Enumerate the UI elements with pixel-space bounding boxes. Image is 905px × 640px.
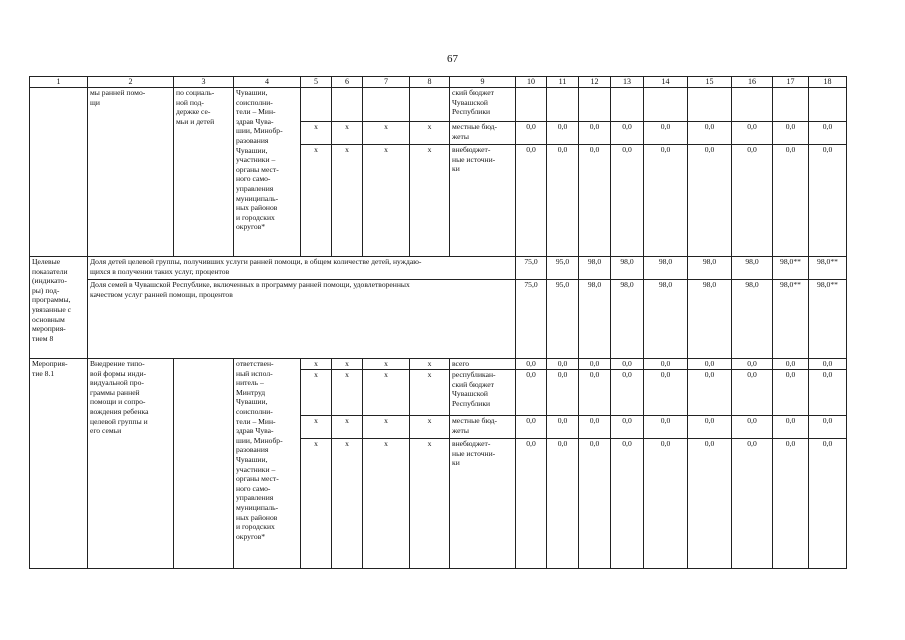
cell-value: 0,0: [516, 145, 547, 257]
cell-value: 0,0: [516, 359, 547, 370]
cell-value: 0,0: [732, 370, 773, 416]
column-number: 10: [516, 77, 547, 88]
cell-value: 0,0: [809, 145, 847, 257]
cell-value: 0,0: [547, 416, 579, 439]
cell-indicator-value: 95,0: [547, 280, 579, 359]
column-number: 13: [611, 77, 644, 88]
cell-value: 0,0: [644, 416, 688, 439]
cell-col7: x: [363, 416, 410, 439]
column-number: 17: [773, 77, 809, 88]
column-number: 1: [30, 77, 88, 88]
cell-value: [611, 88, 644, 122]
program-table: [29, 76, 847, 569]
cell-col7: x: [363, 370, 410, 416]
cell-value: 0,0: [732, 122, 773, 145]
cell-col5: x: [301, 122, 332, 145]
cell-value: 0,0: [611, 416, 644, 439]
cell-source: внебюджет- ные источни- ки: [450, 145, 516, 257]
cell-value: [579, 88, 611, 122]
indicator-row: [30, 257, 847, 280]
cell-value: 0,0: [773, 122, 809, 145]
cell-indicator-value: 98,0: [644, 280, 688, 359]
cell-indicator-value: 75,0: [516, 257, 547, 280]
cell-indicator-value: 98,0: [688, 280, 732, 359]
cell-value: 0,0: [644, 439, 688, 569]
cell-col5: x: [301, 370, 332, 416]
cell-col7: x: [363, 359, 410, 370]
cell-value: [547, 88, 579, 122]
cell-col6: x: [332, 359, 363, 370]
cell-source: внебюджет- ные источни- ки: [450, 439, 516, 569]
cell-value: 0,0: [644, 122, 688, 145]
cell-value: 0,0: [732, 439, 773, 569]
cell-col5: x: [301, 416, 332, 439]
cell-value: 0,0: [644, 359, 688, 370]
cell-source: местные бюд- жеты: [450, 416, 516, 439]
cell-indicator-value: 98,0: [688, 257, 732, 280]
column-number: 15: [688, 77, 732, 88]
column-number: 18: [809, 77, 847, 88]
cell-indicator-value: 98,0**: [773, 257, 809, 280]
cell-value: 0,0: [644, 370, 688, 416]
cell-col6: x: [332, 145, 363, 257]
cell-value: [773, 88, 809, 122]
column-number: 2: [88, 77, 174, 88]
cell-col8: x: [410, 145, 450, 257]
cell-value: 0,0: [611, 439, 644, 569]
column-number: 12: [579, 77, 611, 88]
cell-value: 0,0: [611, 359, 644, 370]
cell-value: 0,0: [547, 439, 579, 569]
cell-col8: [410, 88, 450, 122]
cell-value: 0,0: [547, 359, 579, 370]
cell-col6: x: [332, 370, 363, 416]
cell-event-number: Мероприя- тие 8.1: [30, 359, 88, 569]
cell-col5: [301, 88, 332, 122]
column-number: 8: [410, 77, 450, 88]
cell-col7: x: [363, 145, 410, 257]
cell-col8: x: [410, 439, 450, 569]
cell-value: 0,0: [516, 370, 547, 416]
cell-value: 0,0: [688, 122, 732, 145]
cell-indicator-value: 98,0: [611, 257, 644, 280]
cell-event-name: мы ранней помо- щи: [88, 88, 174, 257]
cell-source: всего: [450, 359, 516, 370]
column-number: 11: [547, 77, 579, 88]
cell-value: 0,0: [547, 370, 579, 416]
cell-value: 0,0: [579, 439, 611, 569]
cell-value: 0,0: [516, 122, 547, 145]
cell-value: 0,0: [688, 145, 732, 257]
cell-value: [732, 88, 773, 122]
cell-value: 0,0: [773, 359, 809, 370]
cell-col8: x: [410, 416, 450, 439]
cell-col8: x: [410, 370, 450, 416]
page-number: 67: [447, 53, 458, 65]
cell-value: 0,0: [579, 145, 611, 257]
cell-indicator-value: 98,0**: [809, 280, 847, 359]
cell-indicator-value: 98,0**: [809, 257, 847, 280]
cell-value: 0,0: [809, 439, 847, 569]
cell-indicator-value: 95,0: [547, 257, 579, 280]
cell-value: 0,0: [809, 370, 847, 416]
cell-indicator-value: 98,0**: [773, 280, 809, 359]
cell-value: 0,0: [773, 439, 809, 569]
column-number: 3: [174, 77, 234, 88]
column-number: 9: [450, 77, 516, 88]
cell-indicator-value: 98,0: [611, 280, 644, 359]
cell-indicator-value: 98,0: [579, 280, 611, 359]
cell-value: 0,0: [688, 370, 732, 416]
cell-executors: ответствен- ный испол- нитель – Минтруд Чувашии, соисполни- тели – Мин- здрав Чува- шии, Минобр- разования Чувашии, участники – органы мест- ного само- управления муниципаль- ных районов и городских округов*: [234, 359, 301, 569]
table-row: [30, 88, 847, 122]
cell-source: ский бюджет Чувашской Республики: [450, 88, 516, 122]
cell-indicator-value: 98,0: [579, 257, 611, 280]
cell-indicator-text: Доля семей в Чувашской Республике, включенных в программу ранней помощи, удовлетворенных качеством услуг ранней помощи, процентов: [88, 280, 516, 359]
cell-col6: x: [332, 416, 363, 439]
cell-indicators-label: Целевые показатели (индикато- ры) под- программы, увязанные с основным мероприя- тием 8: [30, 257, 88, 359]
cell-value: 0,0: [809, 359, 847, 370]
cell-value: 0,0: [611, 145, 644, 257]
column-number: 4: [234, 77, 301, 88]
column-number: 14: [644, 77, 688, 88]
cell-value: 0,0: [516, 416, 547, 439]
cell-value: 0,0: [547, 145, 579, 257]
cell-indicator-value: 98,0: [732, 257, 773, 280]
cell-source: республикан- ский бюджет Чувашской Республики: [450, 370, 516, 416]
cell-value: 0,0: [809, 416, 847, 439]
cell-value: 0,0: [732, 416, 773, 439]
cell-col5: x: [301, 145, 332, 257]
column-number: 16: [732, 77, 773, 88]
cell-executor-org: по социаль- ной под- держке се- мьи и детей: [174, 88, 234, 257]
cell-value: 0,0: [516, 439, 547, 569]
cell-executor-org: [174, 359, 234, 569]
cell-col5: x: [301, 359, 332, 370]
cell-value: [644, 88, 688, 122]
cell-indicator-value: 98,0: [644, 257, 688, 280]
cell-source: местные бюд- жеты: [450, 122, 516, 145]
cell-value: [809, 88, 847, 122]
cell-value: 0,0: [773, 145, 809, 257]
indicator-row: [30, 280, 847, 359]
cell-col8: x: [410, 122, 450, 145]
cell-indicator-value: 75,0: [516, 280, 547, 359]
cell-col7: x: [363, 122, 410, 145]
cell-value: 0,0: [579, 370, 611, 416]
column-number: 5: [301, 77, 332, 88]
cell-col6: x: [332, 439, 363, 569]
cell-value: 0,0: [644, 145, 688, 257]
cell-value: 0,0: [809, 122, 847, 145]
cell-value: [516, 88, 547, 122]
cell-value: 0,0: [773, 370, 809, 416]
column-number-row: [30, 77, 847, 88]
cell-value: 0,0: [611, 122, 644, 145]
cell-value: 0,0: [579, 122, 611, 145]
cell-indicator-text: Доля детей целевой группы, получивших услуги ранней помощи, в общем количестве детей, нуждаю- щихся в получении таких услуг, процентов: [88, 257, 516, 280]
cell-value: 0,0: [579, 416, 611, 439]
cell-event-name: Внедрение типо- вой формы инди- видуальной про- граммы ранней помощи и сопро- вождения ребенка целевой группы и его семьи: [88, 359, 174, 569]
cell-value: 0,0: [688, 416, 732, 439]
cell-col7: x: [363, 439, 410, 569]
cell-value: 0,0: [732, 359, 773, 370]
cell-col6: [332, 88, 363, 122]
cell-indicator-value: 98,0: [732, 280, 773, 359]
cell-value: 0,0: [688, 439, 732, 569]
cell-value: 0,0: [732, 145, 773, 257]
cell-value: 0,0: [688, 359, 732, 370]
cell-col1: [30, 88, 88, 257]
cell-value: 0,0: [611, 370, 644, 416]
table-row: [30, 359, 847, 370]
cell-col5: x: [301, 439, 332, 569]
cell-value: 0,0: [773, 416, 809, 439]
column-number: 7: [363, 77, 410, 88]
cell-value: [688, 88, 732, 122]
cell-col8: x: [410, 359, 450, 370]
cell-value: 0,0: [579, 359, 611, 370]
cell-executors: Чувашии, соисполни- тели – Мин- здрав Чува- шии, Минобр- разования Чувашии, участники – органы мест- ного само- управления муниципаль- ных районов и городских округов*: [234, 88, 301, 257]
cell-col6: x: [332, 122, 363, 145]
column-number: 6: [332, 77, 363, 88]
cell-col7: [363, 88, 410, 122]
cell-value: 0,0: [547, 122, 579, 145]
